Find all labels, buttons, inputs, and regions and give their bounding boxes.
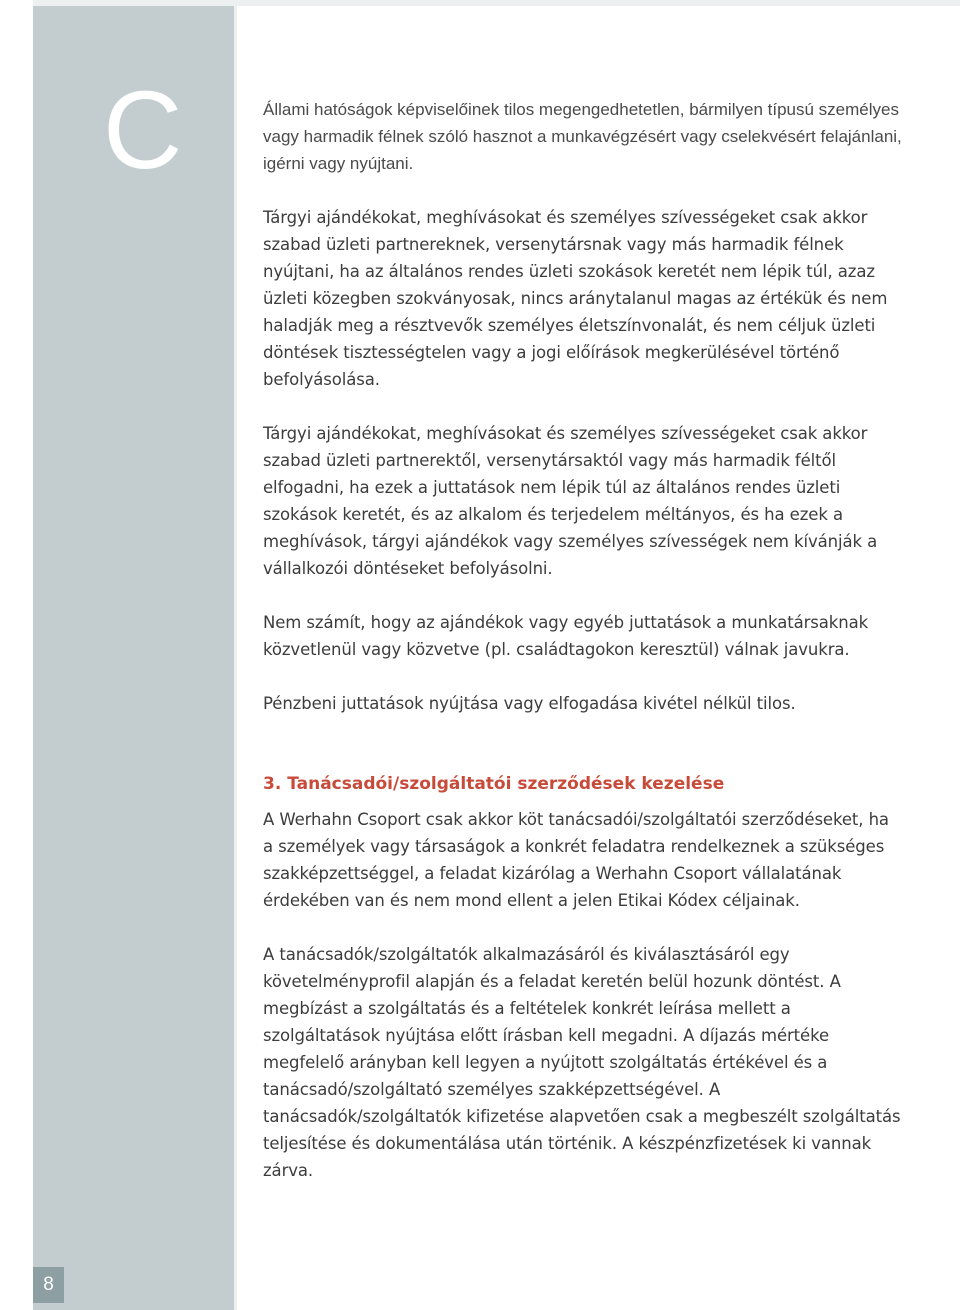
section-letter: C bbox=[103, 69, 183, 192]
paragraph: A tanácsadók/szolgáltatók alkalmazásáról és kiválasztásáról egy követelményprofil alapján és a feladat keretén belül hozunk döntést. A megbízást a szolgáltatás és a feltételek konkrét leírása mellett a szolgáltatások nyújtása előtt írásban kell megadni. A díjazás mértéke megfelelő arányban kell legyen a nyújtott szolgáltatás értékével és a tanácsadó/szolgáltató személyes szakképzettségével. A tanácsadók/szolgáltatók kifizetése alapvetően csak a megbeszélt szolgáltatás teljesítése és dokumentálása után történik. A készpénzfizetések ki vannak zárva. bbox=[263, 945, 901, 1180]
paragraph: Pénzbeni juttatások nyújtása vagy elfogadása kivétel nélkül tilos. bbox=[263, 694, 796, 713]
paragraph: Tárgyi ajándékokat, meghívásokat és személyes szívességeket csak akkor szabad üzleti partnerektől, versenytársaktól vagy más harmadik féltől elfogadni, ha ezek a juttatások nem lépik túl az általános rendes üzleti szokások keretét, és az alkalom és terjedelem méltányos, és ha ezek a meghívások, tárgyi ajándékok vagy személyes szívességek nem kívánják a vállalkozói döntéseket befolyásolni. bbox=[263, 424, 878, 578]
paragraph: Nem számít, hogy az ajándékok vagy egyéb juttatások a munkatársaknak közvetlenül vagy közvetve (pl. családtagokon keresztül) válnak javukra. bbox=[263, 613, 869, 659]
paragraph: A Werhahn Csoport csak akkor köt tanácsadói/szolgáltatói szerződéseket, ha a személyek vagy társaságok a konkrét feladatra rendelkeznek a szükséges szakképzettséggel, a feladat kizárólag a Werhahn Csoport vállalatának érdekében van és nem mond ellent a jelen Etikai Kódex céljainak. bbox=[263, 810, 889, 910]
paragraph: Állami hatóságok képviselőinek tilos megengedhetetlen, bármilyen típusú személyes vagy harmadik félnek szóló hasznot a munkavégzésért vagy cselekvésért felajánlani, igérni vagy nyújtani. bbox=[263, 100, 902, 173]
section-heading bbox=[263, 771, 903, 798]
section-number: 3. bbox=[263, 774, 282, 794]
section-sidebar bbox=[33, 6, 234, 1310]
section-title: Tanácsadói/szolgáltatói szerződések kezelése bbox=[287, 774, 725, 794]
page-number: 8 bbox=[33, 1267, 64, 1303]
paragraph: Tárgyi ajándékokat, meghívásokat és személyes szívességeket csak akkor szabad üzleti partnereknek, versenytársnak vagy más harmadik félnek nyújtani, ha az általános rendes üzleti szokások keretét nem lépik túl, azaz üzleti közegben szokványosak, nincs aránytalanul magas az értékük és nem haladják meg a résztvevők személyes életszínvonalát, és nem céljuk üzleti döntések tisztességtelen vagy a jogi előírások megkerülésével történő befolyásolása. bbox=[263, 208, 888, 389]
document-body bbox=[263, 96, 903, 1211]
